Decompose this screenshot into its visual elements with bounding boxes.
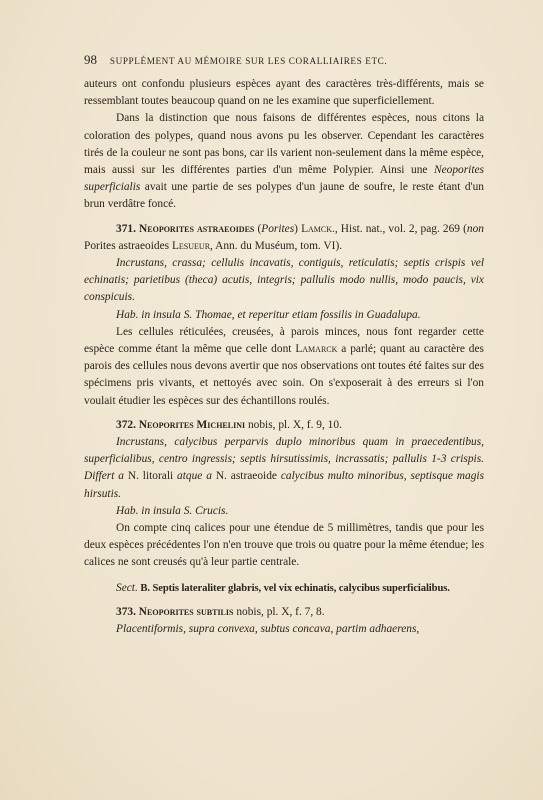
non-word: non xyxy=(466,222,484,235)
reference: nobis, pl. X, f. 9, 10. xyxy=(245,418,342,431)
synonym-genus: Porites xyxy=(261,222,295,235)
note-a: Les cellules réticulées, creusées, à parois minces, nous font regarder cette espèce comme étant la même que celle dont xyxy=(84,325,484,356)
page-number: 98 xyxy=(84,52,97,67)
entry-371-note xyxy=(84,324,484,410)
species-name: Neoporites astraeoides xyxy=(139,222,255,235)
entry-373-heading xyxy=(84,604,484,621)
paragraph-continuation: auteurs ont confondu plusieurs espèces ayant des caractères très-différents, mais se ressemblant toutes beaucoup quand on ne les examine que superficiellement. xyxy=(84,78,484,108)
entry-371-diagnosis: Incrustans, crassa; cellulis incavatis, contiguis, reticulatis; septis crispis vel echinatis; parietibus (theca) acutis, integris; pallulis modo nullis, modo paucis, vix conspicuis. xyxy=(84,257,484,304)
reference-1: , Hist. nat., vol. 2, pag. 269 ( xyxy=(334,222,467,235)
section-text: B. Septis lateraliter glabris, vel vix echinatis, calycibus superficialibus. xyxy=(137,582,450,594)
paragraph-coloration xyxy=(84,110,484,213)
entry-number: 371. xyxy=(116,222,136,235)
synonym-open: ( xyxy=(254,222,262,235)
diag-c: calycibus multo minoribus, septisque magis hirsutis. xyxy=(84,470,485,500)
paragraph-coloration-a: Dans la distinction que nous faisons de différentes espèces, nous citons la coloration des polypes, quand nous avons pu les observer. Cependant les caractères tirés de la couleur ne sont pas bons, car ils varient non-seulement dans la même espèce, mais aussi sur les différentes parties d'un même Polypier. Ainsi une xyxy=(84,112,484,177)
note-b: a parlé; quant au caractère des parois des cellules nous devons avertir que nos observations ont toutes été faites sur des spécimens pris vivants, et nettoyés avec soin. On s'exposerait à des erreurs si l'on voulait étudier les espèces sur des échantillons roulés. xyxy=(84,343,484,407)
entry-371-habitat: Hab. in insula S. Thomae, et reperitur etiam fossilis in Guadalupa. xyxy=(116,308,421,321)
diag-a: Incrustans, calycibus perparvis duplo minoribus quam in praecedentibus, superficialibus, centro ingressis; septis hirsutissimis, incrassatis; pallulis 1-3 crispis. Differt a xyxy=(84,436,484,483)
running-header xyxy=(84,52,474,68)
synonym-close: ) xyxy=(294,222,302,235)
note-author: Lamarck xyxy=(295,343,338,356)
species-name: Neoporites subtilis xyxy=(138,605,234,618)
author-2: Lesueur xyxy=(171,239,211,252)
reference-2: Porites astraeoides xyxy=(84,239,172,252)
species-name: Neoporites Michelini xyxy=(138,418,246,431)
entry-372-heading xyxy=(84,417,484,434)
author: Lamck. xyxy=(301,222,335,235)
entry-372-diagnosis xyxy=(84,434,484,503)
entry-372-note: On compte cinq calices pour une étendue de 5 millimètres, tandis que pour les deux espèces précédentes l'on n'en trouve que trois ou quatre pour la même étendue; les calices ne sont creusés qu'à leur partie centrale. xyxy=(84,522,484,569)
entry-number: 372. xyxy=(116,418,136,431)
diag-species-1: N. litorali xyxy=(127,470,174,483)
reference: nobis, pl. X, f. 7, 8. xyxy=(233,605,325,618)
entry-372-habitat: Hab. in insula S. Crucis. xyxy=(116,504,229,517)
entry-number: 373. xyxy=(116,605,136,618)
section-label: Sect. xyxy=(116,581,138,594)
species-mention: Neoporites superficialis xyxy=(84,164,484,194)
entry-371-heading xyxy=(84,221,484,255)
paragraph-coloration-c: avait une partie de ses polypes d'un jaune de soufre, le reste étant d'un brun verdâtre foncé. xyxy=(84,181,484,211)
page-body xyxy=(84,76,484,638)
running-title: SUPPLÉMENT AU MÉMOIRE SUR LES CORALLIAIRES ETC. xyxy=(109,56,388,66)
diag-species-2: N. astraeoide xyxy=(215,470,277,483)
entry-373-diagnosis: Placentiformis, supra convexa, subtus concava, partim adhaerens, xyxy=(116,623,420,636)
reference-3: , Ann. du Muséum, tom. VI). xyxy=(210,239,343,252)
diag-b: atque a xyxy=(173,470,216,483)
section-heading xyxy=(84,580,484,597)
